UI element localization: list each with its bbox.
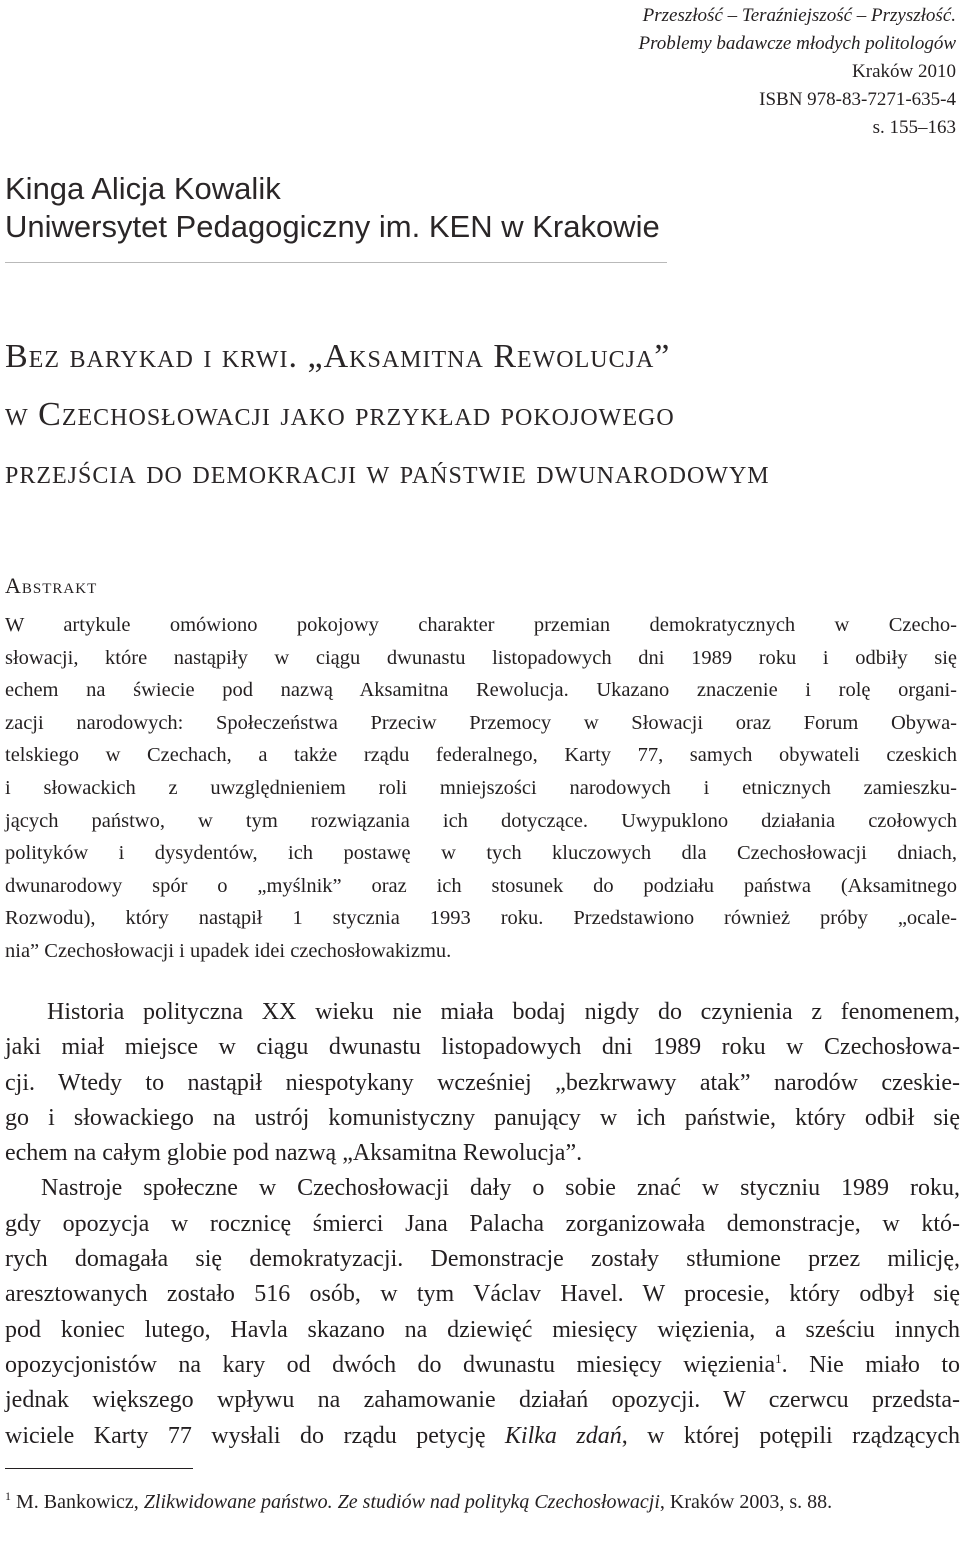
abstract-line: telskiego w Czechach, a także rządu federalnego, Karty 77, samych obywateli czeskich — [5, 744, 957, 767]
title-line: Bez barykad i krwi. „Aksamitna Rewolucja” — [5, 338, 671, 375]
body-line: go i słowackiego na ustrój komunistyczny panujący w ich państwie, który odbił się — [5, 1104, 960, 1131]
author-name: Kinga Alicja Kowalik — [5, 171, 281, 206]
body-line: Historia polityczna XX wieku nie miała bodaj nigdy do czynienia z fenomenem, — [47, 999, 960, 1025]
abstract-line: nia” Czechosłowacji i upadek idei czechosłowakizmu. — [5, 939, 452, 962]
body-line: echem na całym globie pod nazwą „Aksamitna Rewolucja”. — [5, 1140, 583, 1167]
author-block — [5, 170, 660, 246]
abstract-line: dwunarodowy spór o „myślnik” oraz ich stosunek do podziału państwa (Aksamitnego — [5, 874, 957, 897]
petition-title: Kilka zdań — [504, 1422, 622, 1449]
body-line: pod koniec lutego, Havla skazano na dziewięć miesięcy więzienia, a sześciu innych — [5, 1316, 960, 1343]
body-line — [5, 1419, 960, 1454]
footnote-author: M. Bankowicz, — [11, 1491, 144, 1513]
footnote-divider — [5, 1468, 193, 1469]
running-header — [639, 2, 957, 142]
abstract-line: i słowackich z uwzględnieniem roli mniejszości narodowych i etnicznych zamieszku- — [5, 776, 957, 799]
place-year: Kraków 2010 — [852, 61, 956, 82]
footnote-number: 1 — [5, 1489, 11, 1503]
abstract-line: W artykule omówiono pokojowy charakter przemian demokratycznych w Czecho- — [5, 614, 957, 636]
body-text-run: . Nie miało to — [781, 1351, 960, 1378]
body-line: jednak większego wpływu na zahamowanie działań opozycji. W czerwcu przedsta- — [5, 1387, 960, 1414]
page-range: s. 155–163 — [872, 117, 956, 138]
body-line: aresztowanych zostało 516 osób, w tym Václav Havel. W procesie, który odbył się — [5, 1281, 960, 1308]
body-text-run: , w której potępili rządzących — [621, 1422, 960, 1449]
body-line: Nastroje społeczne w Czechosłowacji dały o sobie znać w styczniu 1989 roku, — [41, 1175, 960, 1202]
abstract-line: zacji narodowych: Społeczeństwa Przeciw Przemocy w Słowacji oraz Forum Obywa- — [5, 711, 957, 734]
abstract-line: słowacji, które nastąpiły w ciągu dwunastu listopadowych dni 1989 roku i odbiły się — [5, 646, 957, 669]
body-line: jaki miał miejsce w ciągu dwunastu listopadowych dni 1989 roku w Czechosłowa- — [5, 1034, 960, 1061]
abstract-line: Rozwodu), który nastąpił 1 stycznia 1993 roku. Przedstawiono również próby „ocale- — [5, 907, 957, 930]
isbn: ISBN 978-83-7271-635-4 — [759, 89, 956, 110]
abstract-line: jących państwo, w tym rozwiązania ich dotyczące. Uwypuklono działania czołowych — [5, 809, 957, 832]
author-affiliation: Uniwersytet Pedagogiczny im. KEN w Krakowie — [5, 209, 660, 244]
body-text-run: opozycjonistów na kary od dwóch do dwunastu miesięcy więzienia — [5, 1351, 776, 1378]
body-line: gdy opozycja w rocznicę śmierci Jana Palacha zorganizowała demonstracje, w któ- — [5, 1210, 960, 1237]
abstract-line: polityków i dysydentów, ich postawę w tych kluczowych dla Czechosłowacji dniach, — [5, 842, 957, 865]
footnote-book-title: Zlikwidowane państwo. Ze studiów nad polityką Czechosłowacji — [143, 1491, 660, 1513]
body-line: rych domagała się demokratyzacji. Demonstracje zostały stłumione przez milicję, — [5, 1246, 960, 1273]
title-line: przejścia do demokracji w państwie dwunarodowym — [5, 454, 770, 491]
footnote-reference[interactable]: 1 — [775, 1350, 782, 1366]
footnote-rest: , Kraków 2003, s. 88. — [659, 1491, 833, 1513]
article-title — [5, 328, 955, 502]
abstract-heading: Abstrakt — [5, 573, 98, 598]
body-line: cji. Wtedy to nastąpił niespotykany wcześniej „bezkrwawy atak” narodów czeskie- — [5, 1069, 960, 1096]
body-line — [5, 1348, 960, 1383]
series-title: Przeszłość – Teraźniejszość – Przyszłość. — [642, 5, 956, 26]
series-subtitle: Problemy badawcze młodych politologów — [638, 33, 956, 54]
footnote — [5, 1488, 832, 1516]
abstract-line: echem na świecie pod nazwą Aksamitna Rewolucja. Ukazano znaczenie i rolę organi- — [5, 679, 957, 702]
abstract-text — [5, 609, 957, 968]
author-divider — [5, 262, 667, 263]
body-text — [5, 995, 960, 1454]
title-line: w Czechosłowacji jako przykład pokojowego — [5, 396, 675, 433]
body-text-run: wiciele Karty 77 wysłali do rządu petycję — [5, 1422, 505, 1449]
